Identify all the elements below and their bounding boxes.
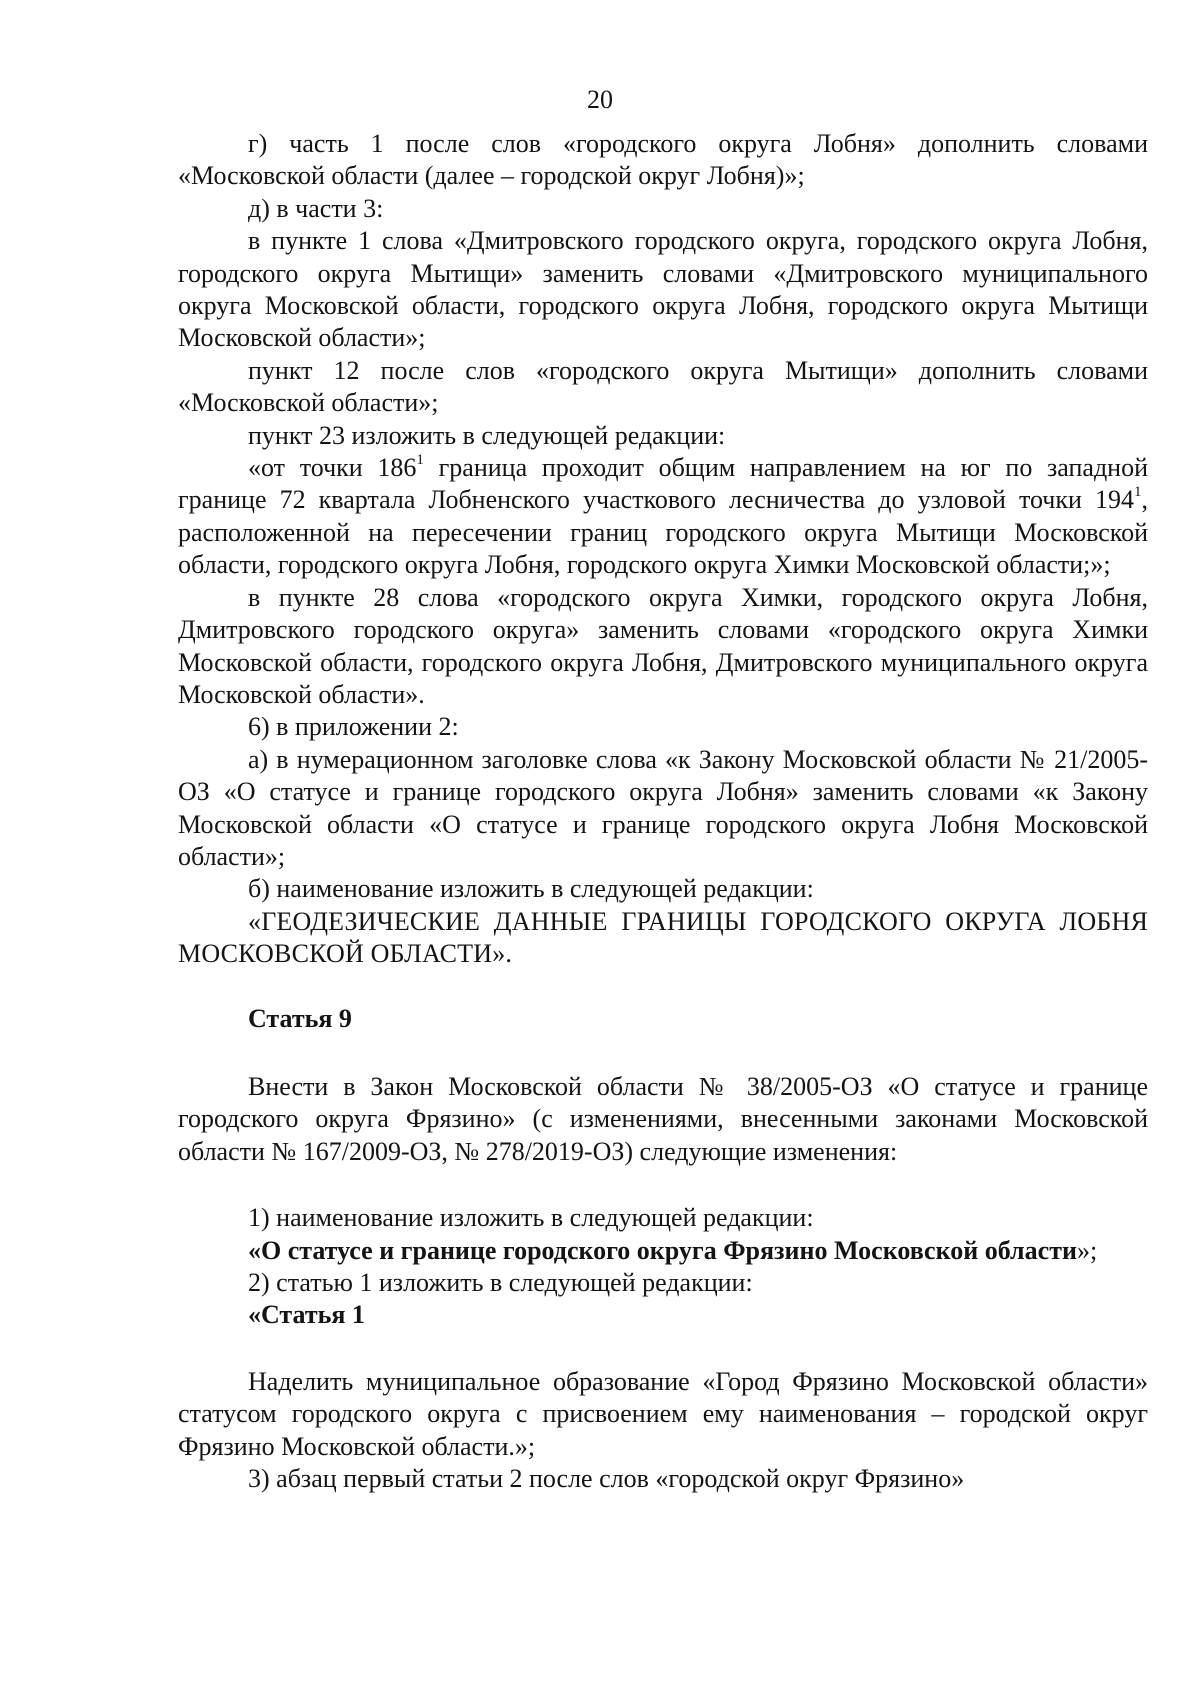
paragraph-article-1-heading	[178, 1299, 1148, 1331]
paragraph-point-23: пункт 23 изложить в следующей редакции:	[248, 420, 726, 450]
spacer	[178, 1332, 1148, 1366]
superscript-1: 1	[416, 452, 424, 469]
quote-open: «	[248, 1235, 261, 1265]
boundary-text-middle: граница проходит общим направлением на юг по западной границе 72 квартала Лобненского участкового лесничества до узловой точки 194	[178, 453, 1149, 515]
paragraph-item-2: 2) статью 1 изложить в следующей редакции:	[248, 1268, 753, 1297]
paragraph-title-change: б) наименование изложить в следующей редакции:	[248, 874, 814, 904]
paragraph-new-title	[178, 1235, 1148, 1267]
boundary-text-end: , расположенной на пересечении границ городского округа Мытищи Московской области, городского округа Лобня, городского округа Химки Московской области;»;	[178, 485, 1148, 580]
paragraph-boundary-description	[178, 452, 1148, 582]
paragraph-item-1: 1) наименование изложить в следующей редакции:	[248, 1203, 814, 1233]
paragraph-appendix-2: 6) в приложении 2:	[248, 712, 459, 742]
spacer	[178, 971, 1148, 1003]
paragraph-point-28: в пункте 28 слова «городского округа Химки, городского округа Лобня, Дмитровского городского округа» заменить словами «городского округа Химки Московской области, городского округа Лобня, Дмитровского муниципального округа Московской области».	[178, 582, 1148, 709]
quote-close: »;	[1076, 1235, 1098, 1265]
page-number: 20	[587, 85, 613, 114]
spacer	[178, 1168, 1148, 1202]
spacer	[178, 1035, 1148, 1071]
document-body	[178, 128, 1148, 1495]
superscript-2: 1	[1134, 484, 1142, 501]
quote-open: «	[248, 1300, 261, 1330]
boundary-text-start: «от точки 186	[248, 453, 417, 483]
article-1-title: Статья 1	[261, 1300, 365, 1330]
new-law-title: О статусе и границе городского округа Фрязино Московской области	[261, 1235, 1077, 1265]
paragraph-point-12: пункт 12 после слов «городского округа Мытищи» дополнить словами «Московской области»;	[178, 355, 1148, 418]
paragraph-part-3: д) в части 3:	[248, 193, 384, 223]
paragraph-article-9-intro: Внести в Закон Московской области № 38/2005-ОЗ «О статусе и границе городского округа Фрязино» (с изменениями, внесенными законами Московской области № 167/2009-ОЗ, № 278/2019-ОЗ) следующие изменения:	[178, 1071, 1148, 1166]
paragraph-numbering-header: а) в нумерационном заголовке слова «к Закону Московской области № 21/2005-ОЗ «О статусе и границе городского округа Лобня» заменить словами «к Закону Московской области «О статусе и границе городского округа Лобня Московской области»;	[178, 744, 1148, 871]
paragraph-amend-part-1: г) часть 1 после слов «городского округа Лобня» дополнить словами «Московской области (далее – городской округ Лобня)»;	[178, 129, 1148, 191]
article-9-heading: Статья 9	[248, 1003, 352, 1033]
paragraph-point-1: в пункте 1 слова «Дмитровского городского округа, городского округа Лобня, городского округа Мытищи» заменить словами «Дмитровского муниципального округа Московской области, городского округа Лобня, городского округа Мытищи Московской области»;	[178, 226, 1148, 353]
paragraph-geodetic-title: «ГЕОДЕЗИЧЕСКИЕ ДАННЫЕ ГРАНИЦЫ ГОРОДСКОГО ОКРУГА ЛОБНЯ МОСКОВСКОЙ ОБЛАСТИ».	[178, 906, 1148, 969]
paragraph-item-3: 3) абзац первый статьи 2 после слов «городской округ Фрязино»	[248, 1464, 965, 1494]
paragraph-article-1-text: Наделить муниципальное образование «Город Фрязино Московской области» статусом городского округа с присвоением ему наименования – городской округ Фрязино Московской области.»;	[178, 1366, 1148, 1461]
